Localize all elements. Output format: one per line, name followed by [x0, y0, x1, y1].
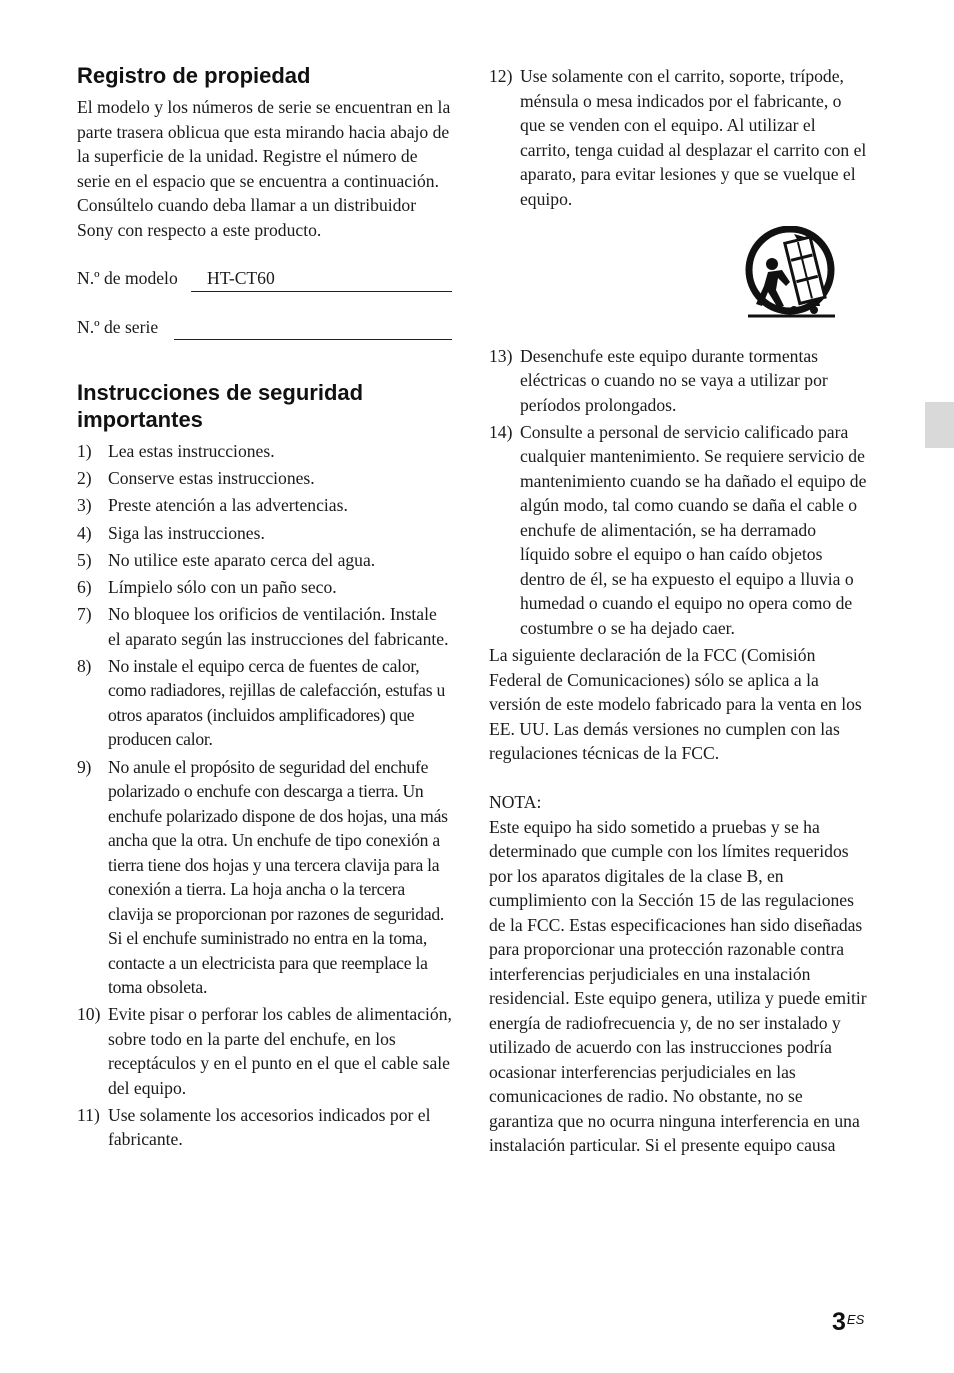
list-item [77, 1103, 452, 1152]
list-item [77, 575, 452, 600]
registry-title: Registro de propiedad [77, 63, 311, 88]
model-label: N.º de modelo [77, 268, 178, 288]
item-number: 3) [77, 495, 92, 516]
list-item [77, 654, 452, 752]
item-text: No bloquee los orificios de ventilación. Instale el aparato según las instrucciones del fabricante. [108, 604, 449, 649]
model-value: HT-CT60 [207, 268, 275, 288]
item-number: 11) [77, 1104, 100, 1125]
item-text: Límpielo sólo con un paño seco. [108, 576, 337, 597]
page-number [832, 1308, 864, 1337]
list-item [77, 521, 452, 546]
serial-underline [174, 339, 452, 340]
list-item [77, 548, 452, 573]
registry-text: El modelo y los números de serie se encuentran en la parte trasera oblicua que esta mirando hacia abajo de la superficie de la unidad. Registre el número de serie en el espacio que se encuentra a continuación. Consúltelo cuando deba llamar a un distribuidor Sony con respecto a este producto. [77, 97, 451, 240]
list-item [77, 466, 452, 491]
item-number: 4) [77, 522, 92, 543]
item-number: 9) [77, 756, 92, 777]
fcc-text: La siguiente declaración de la FCC (Comisión Federal de Comunicaciones) sólo se aplica a la versión de este modelo fabricado para la venta en los EE. UU. Las demás versiones no cumplen con las regulaciones técnicas de la FCC. [489, 645, 862, 764]
model-number-field [77, 266, 452, 291]
item-text: Conserve estas instrucciones. [108, 468, 315, 489]
item-text: No instale el equipo cerca de fuentes de calor, como radiadores, rejillas de calefacción, estufas u otros aparatos (incluidos amplificadores) que producen calor. [108, 655, 446, 750]
item-text: Lea estas instrucciones. [108, 441, 275, 461]
list-item [77, 755, 452, 1000]
safety-list [77, 439, 452, 1152]
page-language-suffix: ES [846, 1312, 865, 1327]
item-number: 1) [77, 441, 92, 461]
list-item [489, 420, 869, 641]
section-tab [925, 402, 954, 448]
model-underline [191, 291, 452, 292]
item-text: Use solamente con el carrito, soporte, trípode, ménsula o mesa indicados por el fabricante, o que se venden con el equipo. Al utilizar el carrito, tenga cuidad al desplazar el carrito con el aparato, para evitar lesiones y que se vuelque el equipo. [520, 66, 867, 209]
list-item [489, 344, 869, 418]
list-item [77, 493, 452, 518]
item-text: Siga las instrucciones. [108, 522, 265, 543]
item-number: 7) [77, 604, 92, 625]
list-item [77, 439, 452, 464]
list-item [77, 1002, 452, 1100]
serial-label: N.º de serie [77, 316, 159, 337]
item-number: 12) [489, 66, 513, 86]
item-text: No anule el propósito de seguridad del enchufe polarizado o enchufe con descarga a tierra. Un enchufe polarizado dispone de dos hojas, una más ancha que la otra. Un enchufe de tipo conexión a tierra tiene dos hojas y una tercera clavija para la conexión a tierra. La hoja ancha o la tercera clavija se proporcionan por razones de seguridad. Si el enchufe suministrado no entra en la toma, contacte a un electricista para que reemplace la toma obsoleta. [108, 756, 448, 997]
cart-tipover-warning-icon [742, 226, 839, 321]
item-text: Evite pisar o perforar los cables de alimentación, sobre todo en la parte del enchufe, en los receptáculos y en el punto en el que el cable sale del equipo. [108, 1004, 452, 1098]
item-text: Use solamente los accesorios indicados por el fabricante. [108, 1104, 431, 1150]
item-text: Preste atención a las advertencias. [108, 495, 348, 516]
page-number-value: 3 [832, 1308, 846, 1336]
safety-list-cont-2 [489, 344, 869, 641]
nota-label: NOTA: [489, 792, 542, 813]
safety-title: Instrucciones de seguridad importantes [77, 380, 364, 432]
safety-list-cont [489, 64, 869, 211]
item-text: Desenchufe este equipo durante tormentas eléctricas o cuando no se vaya a utilizar por períodos prolongados. [520, 345, 828, 415]
item-number: 10) [77, 1004, 101, 1025]
left-column [77, 62, 452, 1155]
list-item [77, 602, 452, 651]
item-number: 6) [77, 576, 92, 597]
item-number: 8) [77, 655, 92, 676]
item-text: Consulte a personal de servicio calificado para cualquier mantenimiento. Se requiere servicio de mantenimiento cuando se ha dañado el equipo de algún modo, tal como cuando se daña el cable o enchufe de alimentación, se ha derramado líquido sobre el equipo o han caído objetos dentro de él, se ha expuesto el equipo a lluvia o humedad o cuando el equipo no opera como de costumbre o se ha dejado caer. [520, 421, 867, 638]
item-number: 13) [489, 345, 513, 366]
item-number: 5) [77, 549, 92, 570]
nota-text: Este equipo ha sido sometido a pruebas y se ha determinado que cumple con los límites requeridos por los aparatos digitales de la clase B, en cumplimiento con la Sección 15 de las regulaciones de la FCC. Estas especificaciones han sido diseñadas para proporcionar una protección razonable contra interferencias perjudiciales en una instalación residencial. Este equipo genera, utiliza y puede emitir energía de radiofrecuencia y, de no ser instalado y utilizado de acuerdo con las instrucciones podría ocasionar interferencias perjudiciales en las comunicaciones de radio. No obstante, no se garantiza que no ocurra ninguna interferencia en una instalación particular. Si el presente equipo causa [489, 816, 867, 1156]
serial-number-field [77, 315, 452, 340]
item-number: 14) [489, 421, 513, 442]
list-item [489, 64, 869, 211]
item-text: No utilice este aparato cerca del agua. [108, 549, 376, 570]
item-number: 2) [77, 468, 92, 489]
